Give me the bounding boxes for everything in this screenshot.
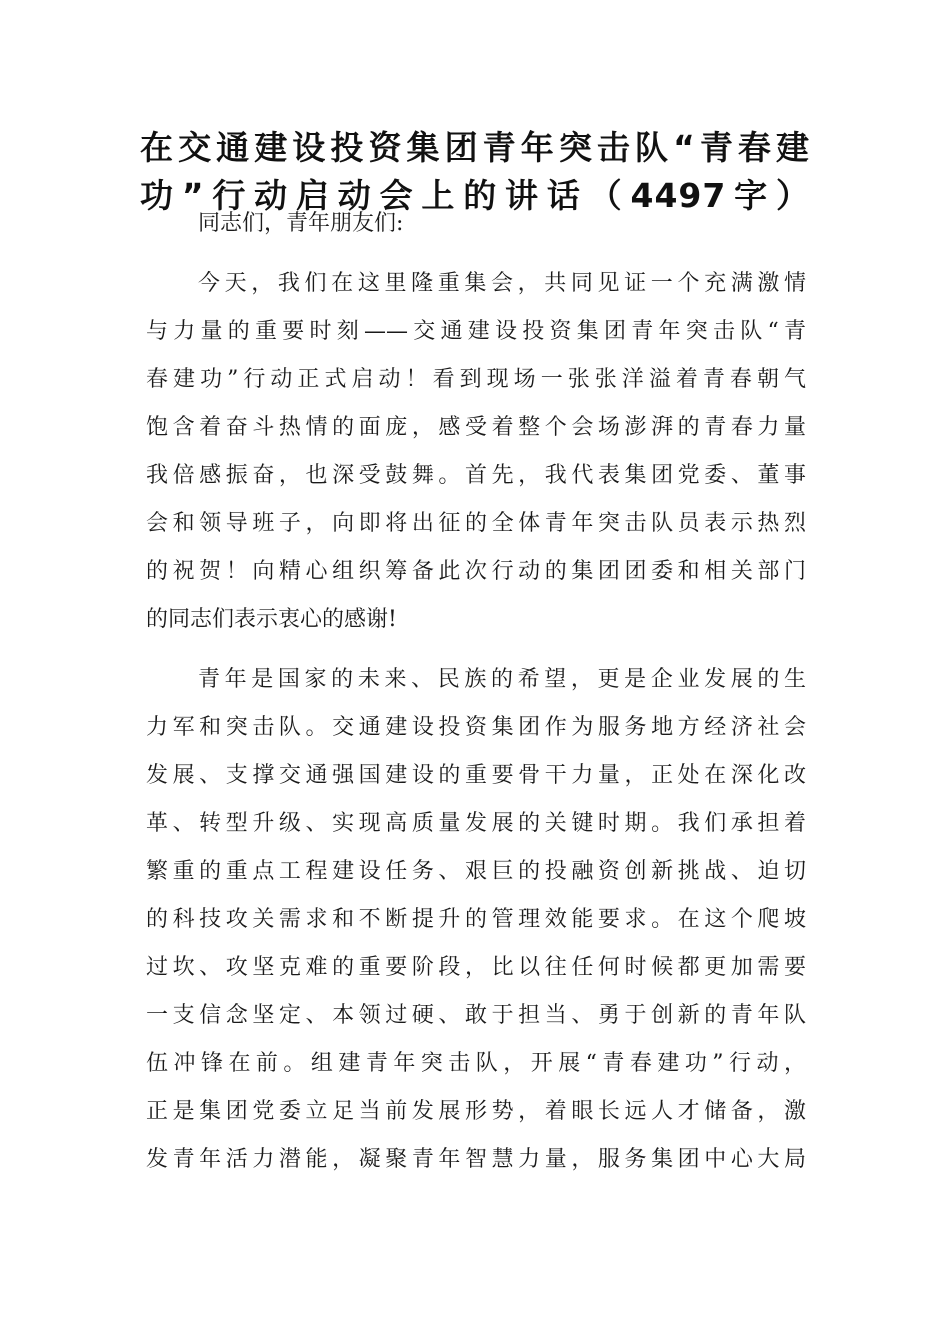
salutation: 同志们，青年朋友们:: [198, 211, 404, 236]
paragraph-line: 繁重的重点工程建设任务、艰巨的投融资创新挑战、迫切: [146, 859, 806, 884]
title-line: 功”行动启动会上的讲话（4497字）: [140, 176, 810, 215]
paragraph-line: 力军和突击队。交通建设投资集团作为服务地方经济社会: [146, 715, 806, 740]
paragraph-line: 今天，我们在这里隆重集会，共同见证一个充满激情: [198, 271, 806, 296]
paragraph-line: 的科技攻关需求和不断提升的管理效能要求。在这个爬坡: [146, 907, 806, 932]
paragraph-line: 的祝贺！向精心组织筹备此次行动的集团团委和相关部门: [146, 559, 806, 584]
paragraph-line: 伍冲锋在前。组建青年突击队，开展“青春建功”行动，: [146, 1051, 806, 1076]
paragraph: [146, 656, 806, 1184]
paragraph-line: 饱含着奋斗热情的面庞，感受着整个会场澎湃的青春力量: [146, 415, 806, 440]
paragraph-line: 过坎、攻坚克难的重要阶段，比以往任何时候都更加需要: [146, 955, 806, 980]
title-line: 在交通建设投资集团青年突击队“青春建: [140, 128, 810, 167]
paragraph-line: 发展、支撑交通强国建设的重要骨干力量，正处在深化改: [146, 763, 806, 788]
document-body: [146, 200, 806, 1184]
paragraph-line: 会和领导班子，向即将出征的全体青年突击队员表示热烈: [146, 511, 806, 536]
paragraph: [146, 260, 806, 644]
paragraph-line: 一支信念坚定、本领过硬、敢于担当、勇于创新的青年队: [146, 1003, 806, 1028]
paragraph-line: 与力量的重要时刻——交通建设投资集团青年突击队“青: [146, 319, 806, 344]
paragraph-line: 青年是国家的未来、民族的希望，更是企业发展的生: [198, 667, 806, 692]
paragraph-line: 春建功”行动正式启动！看到现场一张张洋溢着青春朝气: [146, 367, 806, 392]
paragraph-line: 革、转型升级、实现高质量发展的关键时期。我们承担着: [146, 811, 806, 836]
paragraph-line: 我倍感振奋，也深受鼓舞。首先，我代表集团党委、董事: [146, 463, 806, 488]
paragraph-line: 的同志们表示衷心的感谢!: [146, 607, 397, 632]
paragraph-line: 发青年活力潜能，凝聚青年智慧力量，服务集团中心大局: [146, 1147, 806, 1172]
paragraph-line: 正是集团党委立足当前发展形势，着眼长远人才储备，激: [146, 1099, 806, 1124]
